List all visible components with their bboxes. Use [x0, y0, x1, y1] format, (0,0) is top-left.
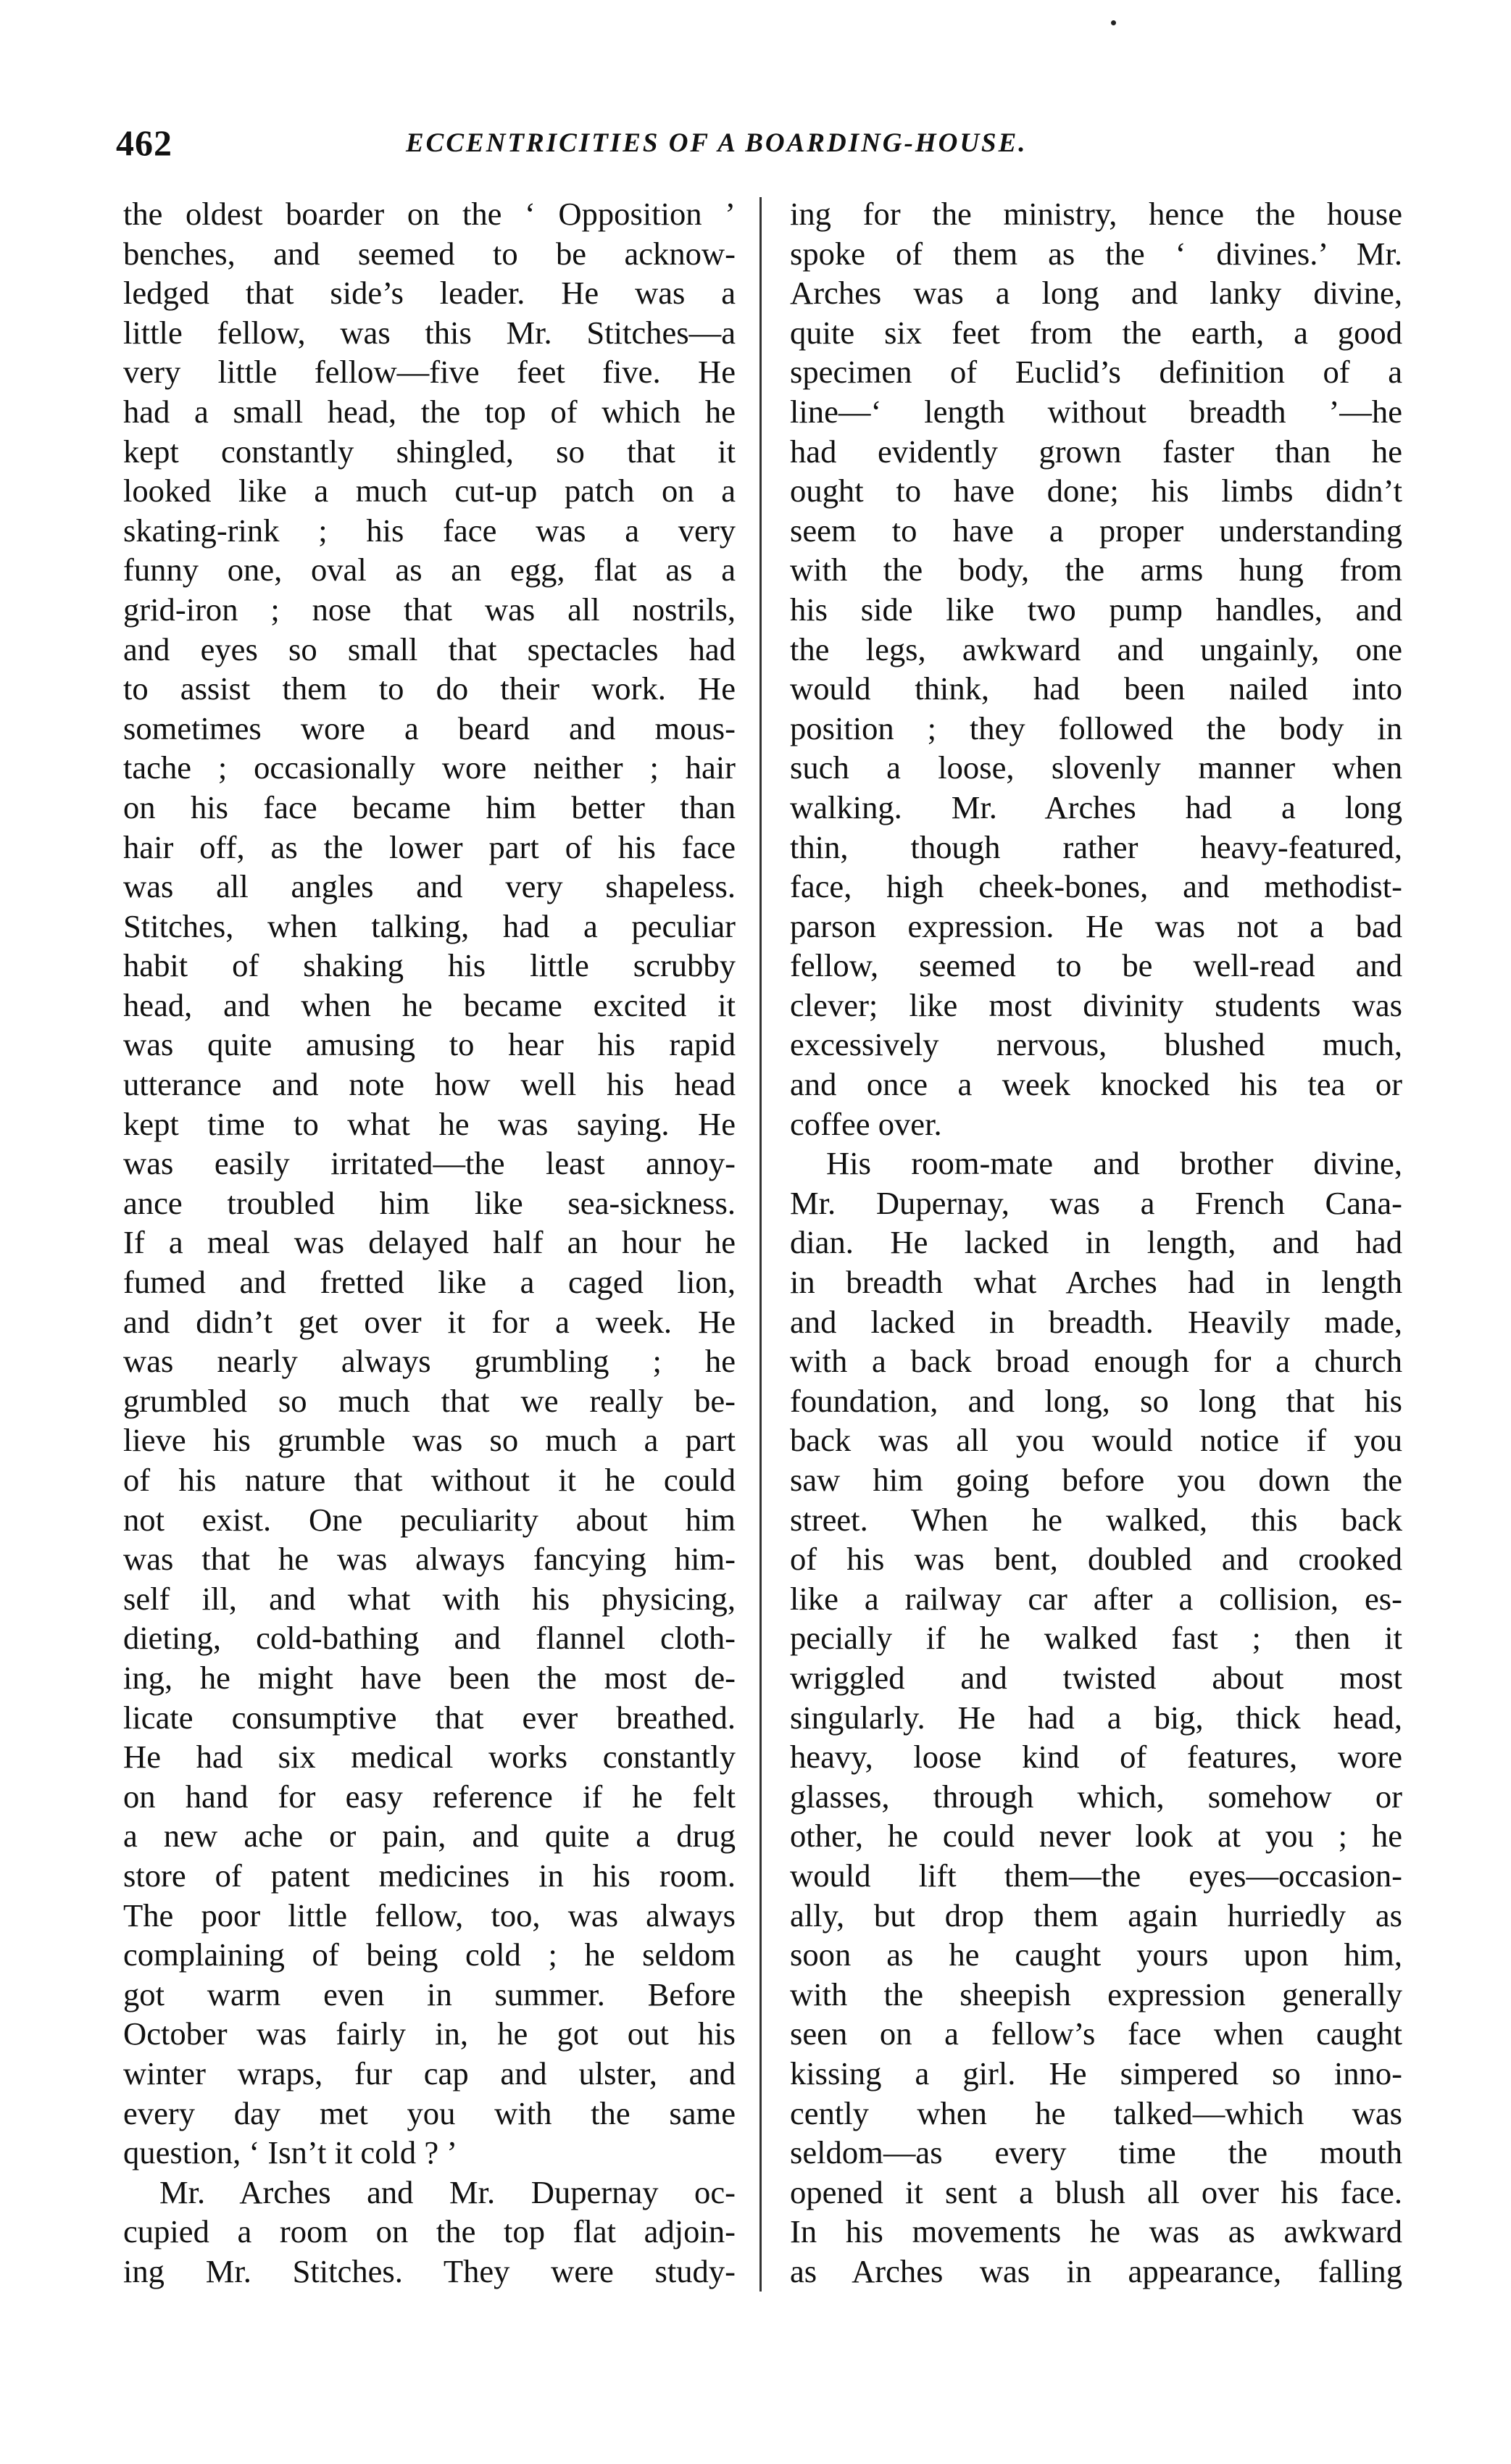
text-line: the oldest boarder on the ‘ Opposition ’	[123, 196, 736, 232]
ink-speck	[1111, 20, 1116, 25]
text-line: ought to have done; his limbs didn’t	[790, 473, 1402, 509]
text-line: sometimes wore a beard and mous-	[123, 709, 736, 746]
text-line: and lacked in breadth. Heavily made,	[790, 1303, 1402, 1340]
text-line: spoke of them as the ‘ divines.’ Mr.	[790, 235, 1402, 272]
text-line: a new ache or pain, and quite a drug	[123, 1818, 736, 1855]
text-line: would think, had been nailed into	[790, 670, 1402, 707]
text-line: seem to have a proper understanding	[790, 512, 1402, 549]
text-line: cently when he talked—which was	[790, 2094, 1402, 2131]
text-line: and once a week knocked his tea or	[790, 1066, 1402, 1103]
text-line: grid-iron ; nose that was all nostrils,	[123, 591, 736, 628]
text-line: quite six feet from the earth, a good	[790, 314, 1402, 351]
text-line: in breadth what Arches had in length	[790, 1264, 1402, 1301]
text-line: ing Mr. Stitches. They were study-	[123, 2252, 736, 2289]
text-line: coffee over.	[790, 1105, 942, 1142]
text-line: fumed and fretted like a caged lion,	[123, 1264, 736, 1301]
text-line: He had six medical works constantly	[123, 1739, 736, 1776]
text-line: seldom—as every time the mouth	[790, 2134, 1402, 2171]
text-line: October was fairly in, he got out his	[123, 2015, 736, 2052]
text-line: with the body, the arms hung from	[790, 552, 1402, 588]
text-line: dieting, cold-bathing and flannel cloth-	[123, 1620, 736, 1657]
text-line: back was all you would notice if you	[790, 1422, 1402, 1459]
text-line: was easily irritated—the least annoy-	[123, 1145, 736, 1182]
text-line: on hand for easy reference if he felt	[123, 1778, 736, 1815]
text-line: In his movements he was as awkward	[790, 2213, 1402, 2250]
text-line: little fellow, was this Mr. Stitches—a	[123, 314, 736, 351]
text-line: kissing a girl. He simpered so inno-	[790, 2055, 1402, 2092]
text-line: excessively nervous, blushed much,	[790, 1026, 1402, 1063]
text-line: benches, and seemed to be acknow-	[123, 235, 736, 272]
text-line: head, and when he became excited it	[123, 986, 736, 1023]
text-line: was all angles and very shapeless.	[123, 868, 736, 905]
text-line: line—‘ length without breadth ’—he	[790, 393, 1402, 430]
page-number: 462	[116, 122, 172, 163]
text-line: funny one, oval as an egg, flat as a	[123, 552, 736, 588]
text-line: ance troubled him like sea-sickness.	[123, 1184, 736, 1221]
text-line: store of patent medicines in his room.	[123, 1857, 736, 1894]
text-line: self ill, and what with his physicing,	[123, 1580, 736, 1617]
text-line: pecially if he walked fast ; then it	[790, 1620, 1402, 1657]
text-line: foundation, and long, so long that his	[790, 1382, 1402, 1419]
text-line: question, ‘ Isn’t it cold ? ’	[123, 2134, 458, 2171]
text-line: skating-rink ; his face was a very	[123, 512, 736, 549]
text-line: with a back broad enough for a church	[790, 1343, 1402, 1380]
text-line: opened it sent a blush all over his face.	[790, 2173, 1402, 2210]
text-line: had a small head, the top of which he	[123, 393, 736, 430]
text-line: kept time to what he was saying. He	[123, 1105, 736, 1142]
text-line: grumbled so much that we really be-	[123, 1382, 736, 1419]
text-line: other, he could never look at you ; he	[790, 1818, 1402, 1855]
text-line: ing for the ministry, hence the house	[790, 196, 1402, 232]
text-line: seen on a fellow’s face when caught	[790, 2015, 1402, 2052]
text-line: dian. He lacked in length, and had	[790, 1224, 1402, 1261]
text-line: as Arches was in appearance, falling	[790, 2252, 1402, 2289]
text-line: Mr. Arches and Mr. Dupernay oc-	[159, 2173, 736, 2210]
text-line: clever; like most divinity students was	[790, 986, 1402, 1023]
text-line: the legs, awkward and ungainly, one	[790, 630, 1402, 667]
text-line: every day met you with the same	[123, 2094, 736, 2131]
text-line: Mr. Dupernay, was a French Cana-	[790, 1184, 1402, 1221]
text-line: got warm even in summer. Before	[123, 1976, 736, 2013]
text-line: not exist. One peculiarity about him	[123, 1501, 736, 1538]
text-line: on his face became him better than	[123, 788, 736, 825]
text-line: parson expression. He was not a bad	[790, 907, 1402, 944]
text-line: tache ; occasionally wore neither ; hair	[123, 749, 736, 786]
text-line: glasses, through which, somehow or	[790, 1778, 1402, 1815]
text-line: was quite amusing to hear his rapid	[123, 1026, 736, 1063]
text-line: to assist them to do their work. He	[123, 670, 736, 707]
text-line: face, high cheek-bones, and methodist-	[790, 868, 1402, 905]
text-line: habit of shaking his little scrubby	[123, 947, 736, 984]
text-line: complaining of being cold ; he seldom	[123, 1936, 736, 1973]
text-line: winter wraps, fur cap and ulster, and	[123, 2055, 736, 2092]
text-line: If a meal was delayed half an hour he	[123, 1224, 736, 1261]
text-line: specimen of Euclid’s definition of a	[790, 354, 1402, 391]
text-line: utterance and note how well his head	[123, 1066, 736, 1103]
text-line: licate consumptive that ever breathed.	[123, 1699, 736, 1736]
text-line: of his nature that without it he could	[123, 1462, 736, 1498]
text-line: singularly. He had a big, thick head,	[790, 1699, 1402, 1736]
text-line: thin, though rather heavy-featured,	[790, 828, 1402, 865]
page-header	[116, 122, 1406, 172]
column-divider-rule	[759, 197, 762, 2292]
text-line: and didn’t get over it for a week. He	[123, 1303, 736, 1340]
text-line: his side like two pump handles, and	[790, 591, 1402, 628]
running-title: ECCENTRICITIES OF A BOARDING-HOUSE.	[406, 128, 1028, 158]
text-line: ing, he might have been the most de-	[123, 1659, 736, 1696]
text-line: lieve his grumble was so much a part	[123, 1422, 736, 1459]
text-line: had evidently grown faster than he	[790, 433, 1402, 470]
text-line: was nearly always grumbling ; he	[123, 1343, 736, 1380]
right-text-column	[790, 194, 1402, 2291]
text-line: of his was bent, doubled and crooked	[790, 1541, 1402, 1578]
text-line: ally, but drop them again hurriedly as	[790, 1897, 1402, 1934]
text-line: saw him going before you down the	[790, 1462, 1402, 1498]
text-line: wriggled and twisted about most	[790, 1659, 1402, 1696]
text-line: and eyes so small that spectacles had	[123, 630, 736, 667]
text-line: street. When he walked, this back	[790, 1501, 1402, 1538]
text-line: The poor little fellow, too, was always	[123, 1897, 736, 1934]
text-line: like a railway car after a collision, es-	[790, 1580, 1402, 1617]
text-line: was that he was always fancying him-	[123, 1541, 736, 1578]
text-line: with the sheepish expression generally	[790, 1976, 1402, 2013]
text-line: Stitches, when talking, had a peculiar	[123, 907, 736, 944]
text-line: very little fellow—five feet five. He	[123, 354, 736, 391]
text-line: would lift them—the eyes—occasion-	[790, 1857, 1402, 1894]
text-line: walking. Mr. Arches had a long	[790, 788, 1402, 825]
text-line: ledged that side’s leader. He was a	[123, 275, 736, 312]
text-line: heavy, loose kind of features, wore	[790, 1739, 1402, 1776]
text-line: His room-mate and brother divine,	[826, 1145, 1402, 1182]
text-line: hair off, as the lower part of his face	[123, 828, 736, 865]
text-line: cupied a room on the top flat adjoin-	[123, 2213, 736, 2250]
text-line: soon as he caught yours upon him,	[790, 1936, 1402, 1973]
text-line: such a loose, slovenly manner when	[790, 749, 1402, 786]
left-text-column	[123, 194, 736, 2291]
text-line: looked like a much cut-up patch on a	[123, 473, 736, 509]
text-line: fellow, seemed to be well-read and	[790, 947, 1402, 984]
text-line: kept constantly shingled, so that it	[123, 433, 736, 470]
text-line: Arches was a long and lanky divine,	[790, 275, 1402, 312]
text-line: position ; they followed the body in	[790, 709, 1402, 746]
